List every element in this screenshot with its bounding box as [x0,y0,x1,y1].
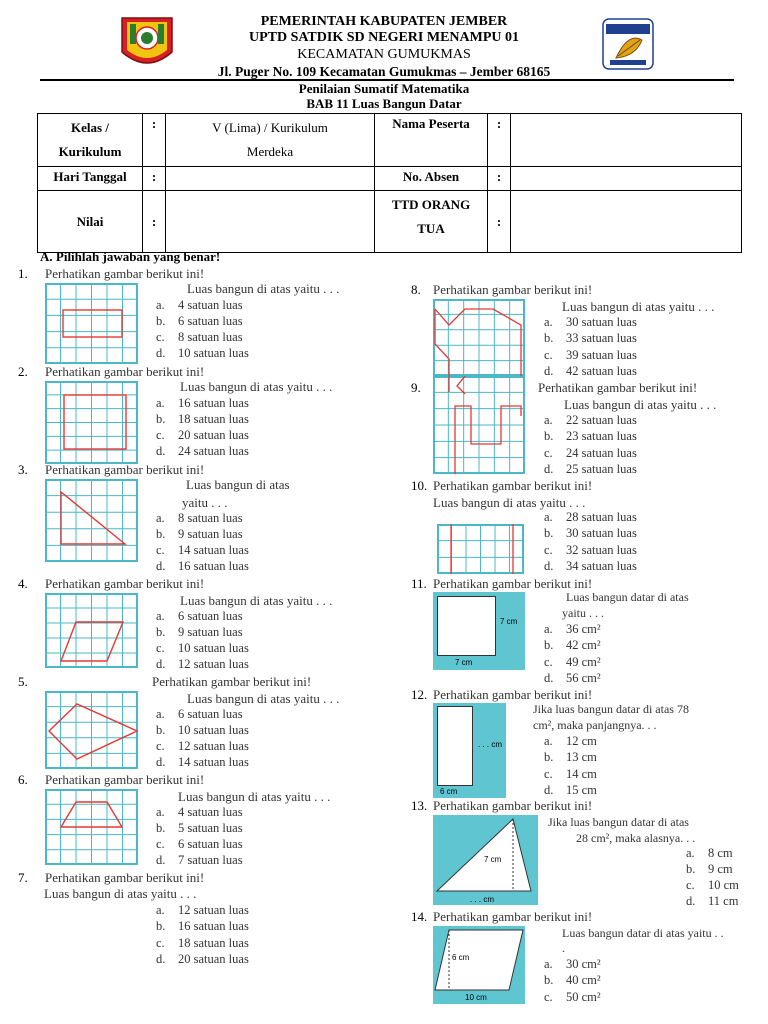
colon: : [143,114,166,167]
question-number: 4. [18,576,28,591]
answer-option[interactable]: 34 satuan luas [566,558,637,573]
option-letter: b. [686,862,696,876]
option-letter: a. [544,957,553,971]
q3-grid-figure [45,479,138,562]
option-letter: a. [686,846,695,860]
q5-luas-prompt: Luas bangun di atas yaitu . . . [187,691,340,706]
question-number: 11. [411,576,427,591]
option-letter: b. [156,821,166,835]
header-government: PEMERINTAH KABUPATEN JEMBER [260,14,508,29]
answer-option[interactable]: 10 satuan luas [178,723,249,737]
option-letter: b. [544,973,554,988]
colon: : [143,191,166,253]
option-letter: c. [156,428,165,442]
answer-option[interactable]: 30 cm² [566,957,601,971]
answer-option[interactable]: 12 satuan luas [178,657,249,671]
option-letter: c. [156,641,165,655]
nilai-field[interactable] [166,191,375,253]
answer-option[interactable]: 25 satuan luas [566,461,637,476]
q8-luas-prompt: Luas bangun di atas yaitu . . . [562,299,715,314]
answer-option[interactable]: 9 cm [708,862,733,876]
option-letter: d. [544,461,554,476]
q1-grid-figure [45,283,138,364]
q2-luas-prompt: Luas bangun di atas yaitu . . . [180,379,333,394]
answer-option[interactable]: 4 satuan luas [178,298,243,312]
option-letter: b. [156,625,166,639]
q11-side-label: 7 cm [500,617,518,626]
q2-grid-figure [45,381,138,464]
kelas-label: Kelas / Kurikulum [38,114,143,167]
option-letter: d. [156,951,166,966]
answer-option[interactable]: 36 cm² [566,622,601,636]
q14-height-label: 6 cm [452,953,470,962]
q14-base-label: 10 cm [465,993,487,1002]
colon: : [143,167,166,191]
option-letter: d. [156,444,166,458]
q11-bottom-label: 7 cm [455,658,473,667]
q9-luas-prompt: Luas bangun di atas yaitu . . . [564,397,717,412]
question-prompt: Perhatikan gambar berikut ini! [433,909,593,924]
q11-text-b: yaitu . . . [562,606,604,620]
option-letter: c. [686,878,695,892]
answer-option[interactable]: 28 satuan luas [566,510,637,524]
answer-option[interactable]: 4 satuan luas [178,805,243,819]
q12-text-a: Jika luas bangun datar di atas 78 [533,702,689,716]
kelas-value: V (Lima) / Kurikulum Merdeka [166,114,375,167]
answer-option[interactable]: 10 satuan luas [178,346,249,360]
option-letter: c. [544,542,553,557]
answer-option[interactable]: 12 satuan luas [178,739,249,753]
answer-option[interactable]: 14 satuan luas [178,755,249,769]
grid [45,283,138,364]
option-letter: a. [156,511,165,525]
option-letter: c. [156,543,165,557]
q14-text-a: Luas bangun datar di atas yaitu . . [562,926,724,940]
option-letter: a. [544,413,553,427]
option-letter: c. [156,837,165,851]
answer-option[interactable]: 56 cm² [566,670,601,685]
q12-side-label: . . . cm [478,740,502,749]
header-school: UPTD SATDIK SD NEGERI MENAMPU 01 [248,30,520,45]
option-letter: b. [544,638,554,653]
header-address: Jl. Puger No. 109 Kecamatan Gumukmas – Jember 68165 [217,64,551,79]
question-number: 6. [18,772,28,787]
option-letter: d. [544,782,554,797]
answer-option[interactable]: 49 cm² [566,654,601,669]
question-prompt: Perhatikan gambar berikut ini! [433,576,593,591]
q3-luas-prompt-a: Luas bangun di atas [186,477,290,492]
answer-option[interactable]: 20 satuan luas [178,428,249,442]
q11-text-a: Luas bangun datar di atas [566,590,689,604]
option-letter: d. [156,657,166,671]
q6-grid-figure [45,789,138,865]
q8-grid-figure [433,299,525,376]
option-letter: d. [156,346,166,360]
answer-option[interactable]: 42 cm² [566,638,601,653]
answer-option[interactable]: 16 satuan luas [178,919,249,934]
option-letter: d. [686,894,696,908]
answer-option[interactable]: 7 satuan luas [178,853,243,867]
q12-rectangle [437,706,473,786]
ttd-label: TTD ORANG TUA [375,191,488,253]
answer-option[interactable]: 9 satuan luas [178,527,243,541]
q11-square [437,596,496,656]
question-number: 13. [411,798,428,813]
q12-bottom-label: 6 cm [440,787,458,796]
answer-option[interactable]: 6 satuan luas [178,837,243,851]
question-number: 3. [18,462,28,477]
answer-option[interactable]: 5 satuan luas [178,821,243,835]
colon: : [488,167,511,191]
answer-option[interactable]: 8 satuan luas [178,511,243,525]
answer-option[interactable]: 20 satuan luas [178,951,249,966]
answer-option[interactable]: 16 satuan luas [178,559,249,573]
answer-option[interactable]: 10 cm [708,878,739,892]
answer-option[interactable]: 15 cm [566,782,597,797]
answer-option[interactable]: 23 satuan luas [566,429,637,444]
q4-luas-prompt: Luas bangun di atas yaitu . . . [180,593,333,608]
q10-grid-figure [437,524,524,574]
section-title: A. Pilihlah jawaban yang benar! [40,249,221,264]
answer-option[interactable]: 16 satuan luas [178,396,249,410]
answer-option[interactable]: 6 satuan luas [178,314,243,328]
question-prompt: Perhatikan gambar berikut ini! [152,674,312,689]
option-letter: d. [156,853,166,867]
q7-luas-prompt: Luas bangun di atas yaitu . . . [44,886,197,901]
option-letter: c. [544,654,553,669]
option-letter: c. [544,989,553,1004]
option-letter: a. [156,298,165,312]
q10-luas-prompt: Luas bangun di atas yaitu . . . [433,495,586,510]
answer-option[interactable]: 13 cm [566,750,597,765]
question-prompt: Perhatikan gambar berikut ini! [433,798,593,813]
answer-option[interactable]: 12 satuan luas [178,903,249,917]
student-info-table [37,113,742,253]
answer-option[interactable]: 6 satuan luas [178,707,243,721]
question-number: 8. [411,282,421,297]
option-letter: b. [156,314,166,328]
q12-text-b: cm², maka panjangnya. . . [533,718,657,732]
q13-base-label: . . . cm [470,895,494,904]
nama-label: Nama Peserta [375,114,488,167]
question-number: 7. [18,870,28,885]
answer-option[interactable]: 14 cm [566,766,597,781]
question-prompt: Perhatikan gambar berikut ini! [45,266,205,281]
q13-text-b: 28 cm², maka alasnya. . . [576,831,696,845]
answer-option[interactable]: 39 satuan luas [566,347,637,362]
option-letter: a. [544,510,553,524]
answer-option[interactable]: 14 satuan luas [178,543,249,557]
option-letter: a. [156,903,165,917]
question-prompt: Perhatikan gambar berikut ini! [45,576,205,591]
answer-option[interactable]: 10 satuan luas [178,641,249,655]
exam-title: Penilaian Sumatif Matematika [298,81,470,96]
absen-label: No. Absen [375,167,488,191]
nama-field[interactable] [511,114,742,167]
answer-option[interactable]: 50 cm² [566,989,601,1004]
q5-grid-figure [45,691,138,769]
question-prompt: Perhatikan gambar berikut ini! [45,772,205,787]
hari-label: Hari Tanggal [38,167,143,191]
q1-luas-prompt: Luas bangun di atas yaitu . . . [187,281,340,296]
option-letter: b. [544,429,554,444]
answer-option[interactable]: 12 cm [566,734,597,748]
option-letter: b. [156,723,166,737]
option-letter: d. [544,670,554,685]
question-prompt: Perhatikan gambar berikut ini! [433,478,593,493]
option-letter: d. [544,558,554,573]
option-letter: d. [156,559,166,573]
q9-grid-figure [433,376,525,474]
exam-chapter: BAB 11 Luas Bangun Datar [306,96,462,111]
answer-option[interactable]: 30 satuan luas [566,315,637,329]
nilai-label: Nilai [38,191,143,253]
question-prompt: Perhatikan gambar berikut ini! [45,462,205,477]
option-letter: a. [156,396,165,410]
question-number: 9. [411,380,421,395]
colon: : [488,114,511,167]
question-number: 5. [18,674,28,689]
question-prompt: Perhatikan gambar berikut ini! [45,870,205,885]
answer-option[interactable]: 6 satuan luas [178,609,243,623]
ttd-field[interactable] [511,191,742,253]
option-letter: c. [156,739,165,753]
option-letter: b. [156,919,166,934]
hari-field[interactable] [166,167,375,191]
answer-option[interactable]: 24 satuan luas [566,445,637,460]
answer-option[interactable]: 42 satuan luas [566,363,637,378]
q4-grid-figure [45,593,138,668]
question-prompt: Perhatikan gambar berikut ini! [45,364,205,379]
question-number: 12. [411,687,428,702]
q3-luas-prompt-b: yaitu . . . [182,495,228,510]
option-letter: a. [544,734,553,748]
option-letter: c. [156,935,165,950]
option-letter: c. [544,347,553,362]
option-letter: b. [156,527,166,541]
q6-luas-prompt: Luas bangun di atas yaitu . . . [178,789,331,804]
question-prompt: Perhatikan gambar berikut ini! [538,380,698,395]
absen-field[interactable] [511,167,742,191]
option-letter: a. [544,315,553,329]
answer-option[interactable]: 22 satuan luas [566,413,637,427]
option-letter: c. [156,330,165,344]
question-prompt: Perhatikan gambar berikut ini! [433,282,593,297]
option-letter: a. [156,609,165,623]
answer-option[interactable]: 33 satuan luas [566,331,637,346]
option-letter: a. [156,707,165,721]
option-letter: b. [544,526,554,541]
answer-option[interactable]: 30 satuan luas [566,526,637,541]
option-letter: b. [544,750,554,765]
option-letter: a. [156,805,165,819]
header-district: KECAMATAN GUMUKMAS [297,47,471,62]
colon: : [488,191,511,253]
answer-option[interactable]: 24 satuan luas [178,444,249,458]
answer-option[interactable]: 9 satuan luas [178,625,243,639]
answer-option[interactable]: 8 satuan luas [178,330,243,344]
option-letter: a. [544,622,553,636]
question-number: 1. [18,266,28,281]
option-letter: c. [544,766,553,781]
question-number: 2. [18,364,28,379]
option-letter: d. [544,363,554,378]
q13-height-label: 7 cm [484,855,502,864]
answer-option[interactable]: 32 satuan luas [566,542,637,557]
answer-option[interactable]: 11 cm [708,894,739,908]
option-letter: d. [156,755,166,769]
question-prompt: Perhatikan gambar berikut ini! [433,687,593,702]
option-letter: b. [544,331,554,346]
q13-text-a: Jika luas bangun datar di atas [548,815,689,829]
option-letter: b. [156,412,166,426]
answer-option[interactable]: 18 satuan luas [178,935,249,950]
option-letter: c. [544,445,553,460]
question-number: 10. [411,478,428,493]
q14-text-b: . [562,941,565,955]
answer-option[interactable]: 8 cm [708,846,733,860]
answer-option[interactable]: 18 satuan luas [178,412,249,426]
answer-option[interactable]: 40 cm² [566,973,601,988]
question-number: 14. [411,909,428,924]
